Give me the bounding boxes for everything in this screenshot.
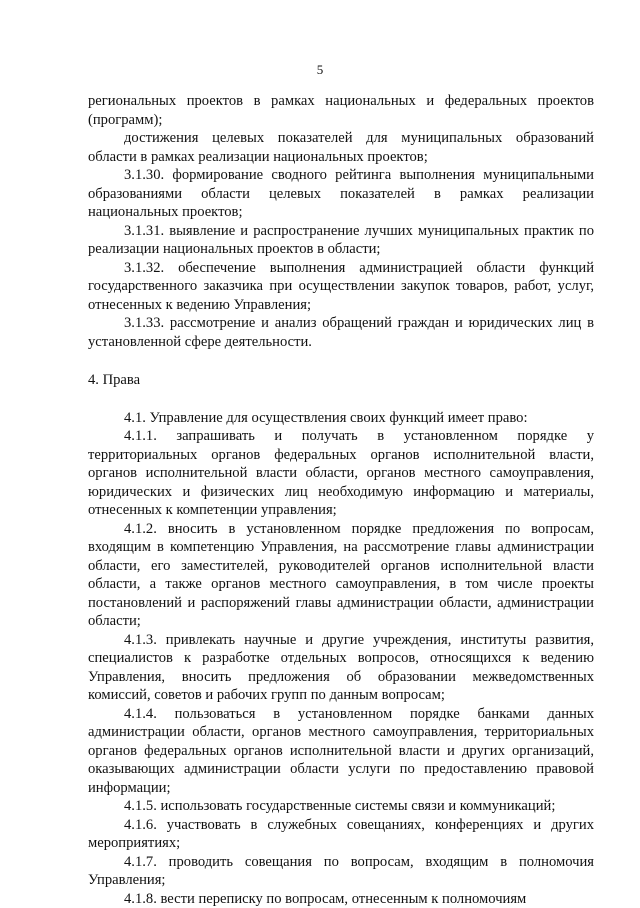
- paragraph: 4.1.7. проводить совещания по вопросам, входящим в полномочия Управления;: [88, 853, 594, 890]
- paragraph: 3.1.31. выявление и распространение лучших муниципальных практик по реализации национальных проектов в области;: [88, 222, 594, 259]
- paragraph: 3.1.33. рассмотрение и анализ обращений граждан и юридических лиц в установленной сфере деятельности.: [88, 314, 594, 351]
- paragraph: 3.1.30. формирование сводного рейтинга выполнения муниципальными образованиями области целевых показателей в рамках реализации национальных проектов;: [88, 166, 594, 222]
- document-body: [88, 92, 594, 908]
- paragraph: 4.1. Управление для осуществления своих функций имеет право:: [88, 409, 594, 428]
- paragraph: 4.1.5. использовать государственные системы связи и коммуникаций;: [88, 797, 594, 816]
- paragraph: региональных проектов в рамках национальных и федеральных проектов (программ);: [88, 92, 594, 129]
- paragraph: 4.1.2. вносить в установленном порядке предложения по вопросам, входящим в компетенцию Управления, на рассмотрение главы администрации области, его заместителей, руководителей органов исполнительной власти области, а также органов местного самоуправления, в том числе проекты постановлений и распоряжений главы администрации области, администрации области;: [88, 520, 594, 631]
- paragraph: 4.1.6. участвовать в служебных совещаниях, конференциях и других мероприятиях;: [88, 816, 594, 853]
- paragraph: 4.1.4. пользоваться в установленном порядке банками данных администрации области, органов местного самоуправления, территориальных органов федеральных органов исполнительной власти и других организаций, оказывающих администрации области услуги по предоставлению правовой информации;: [88, 705, 594, 798]
- section-heading: 4. Права: [88, 371, 594, 390]
- paragraph: 4.1.3. привлекать научные и другие учреждения, институты развития, специалистов к разработке отдельных вопросов, относящихся к ведению Управления, вносить предложения об образовании межведомственных комиссий, советов и рабочих групп по данным вопросам;: [88, 631, 594, 705]
- paragraph: 4.1.1. запрашивать и получать в установленном порядке у территориальных органов федеральных органов исполнительной власти, органов исполнительной власти области, органов местного самоуправления, юридических и физических лиц необходимую информацию и материалы, отнесенных к компетенции управления;: [88, 427, 594, 520]
- paragraph: 4.1.8. вести переписку по вопросам, отнесенным к полномочиям: [88, 890, 594, 908]
- page-number: 5: [0, 62, 640, 78]
- paragraph: достижения целевых показателей для муниципальных образований области в рамках реализации национальных проектов;: [88, 129, 594, 166]
- paragraph: 3.1.32. обеспечение выполнения администрацией области функций государственного заказчика при осуществлении закупок товаров, работ, услуг, отнесенных к ведению Управления;: [88, 259, 594, 315]
